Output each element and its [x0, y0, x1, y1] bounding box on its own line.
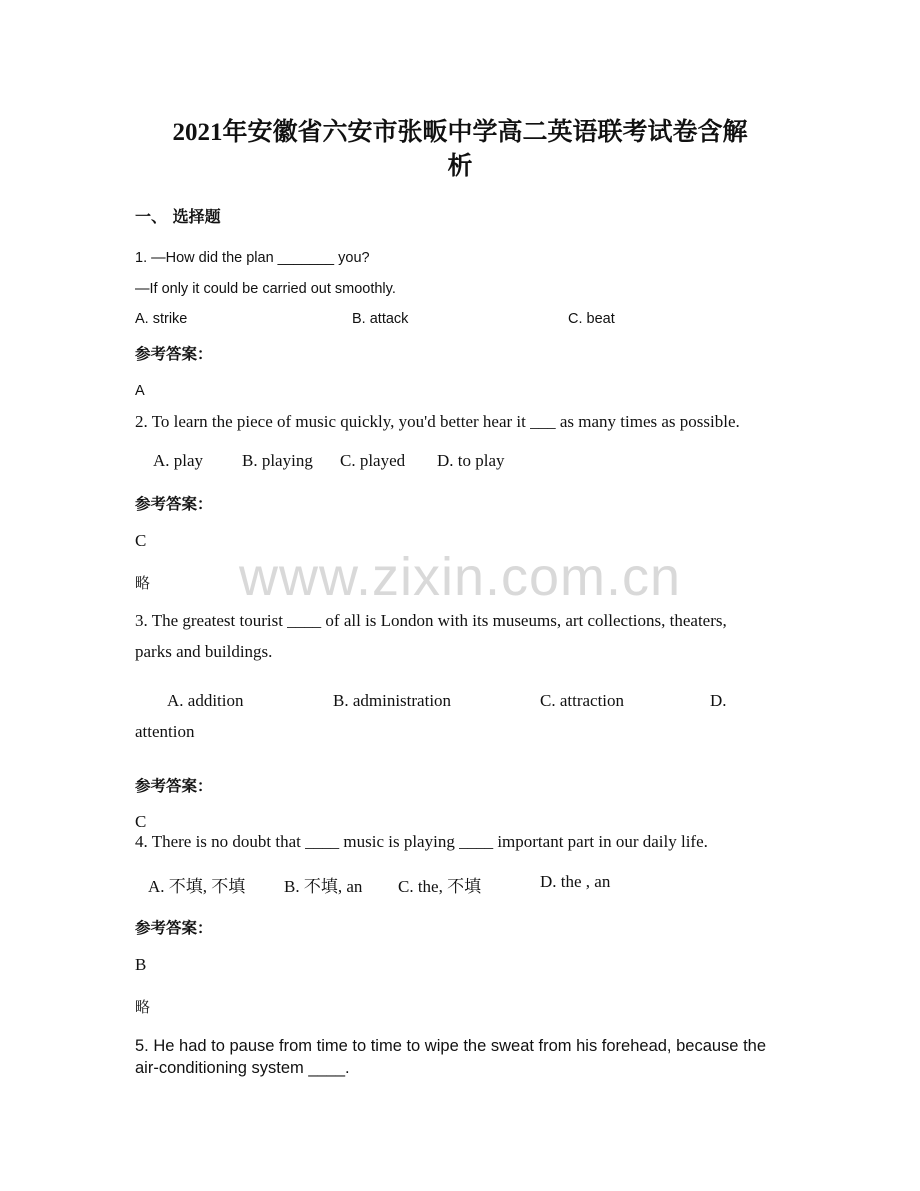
question-3-option-a: A. addition: [167, 691, 244, 710]
section-heading: 一、 选择题: [135, 207, 221, 226]
question-2-option-a: A. play: [153, 451, 204, 470]
question-4-stem: 4. There is no doubt that ____ music is playing ____ important part in our daily life.: [135, 832, 708, 851]
question-3-option-d-wrap: attention: [135, 722, 195, 741]
question-2-note: 略: [135, 574, 151, 592]
question-4-note: 略: [135, 998, 151, 1016]
question-5-stem: 5. He had to pause from time to time to wipe the sweat from his forehead, because the: [135, 1037, 767, 1055]
question-3-option-b: B. administration: [333, 691, 452, 710]
question-1-stem: 1. —How did the plan _______ you?: [135, 250, 370, 266]
question-1-line2: —If only it could be carried out smoothly.: [135, 281, 396, 297]
question-3-stem-line2: parks and buildings.: [135, 642, 273, 661]
question-2-option-b: B. playing: [242, 451, 313, 470]
question-2-option-d: D. to play: [437, 451, 505, 470]
question-3-option-d: D.: [710, 691, 727, 710]
question-1-option-b: B. attack: [352, 311, 409, 327]
answer-label: 参考答案：: [135, 919, 213, 937]
question-3-stem: 3. The greatest tourist ____ of all is London with its museums, art collections, theaters,: [135, 611, 727, 630]
question-2-stem: 2. To learn the piece of music quickly, you'd better hear it ___ as many times as possible.: [135, 412, 740, 431]
question-2-option-c: C. played: [340, 451, 406, 470]
question-3-option-c: C. attraction: [540, 691, 625, 710]
question-3-answer: C: [135, 812, 147, 831]
question-4-answer: B: [135, 955, 147, 974]
question-5-stem-line2: air-conditioning system ____.: [135, 1059, 350, 1077]
page-title-continued: 析: [447, 153, 473, 180]
question-1-answer: A: [135, 383, 145, 399]
question-2-answer: C: [135, 531, 147, 550]
answer-label: 参考答案：: [135, 777, 213, 795]
watermark: www.zixin.com.cn: [238, 547, 682, 607]
answer-label: 参考答案：: [135, 345, 213, 363]
question-4-option-a: A. 不填, 不填: [148, 877, 246, 896]
question-1-option-a: A. strike: [135, 311, 188, 327]
answer-label: 参考答案：: [135, 495, 213, 513]
page-title: 2021年安徽省六安市张畈中学高二英语联考试卷含解: [172, 119, 748, 146]
question-1-option-c: C. beat: [568, 311, 615, 327]
question-4-option-b: B. 不填, an: [284, 877, 363, 896]
question-4-option-c: C. the, 不填: [398, 877, 482, 896]
question-4-option-d: D. the , an: [540, 872, 611, 891]
